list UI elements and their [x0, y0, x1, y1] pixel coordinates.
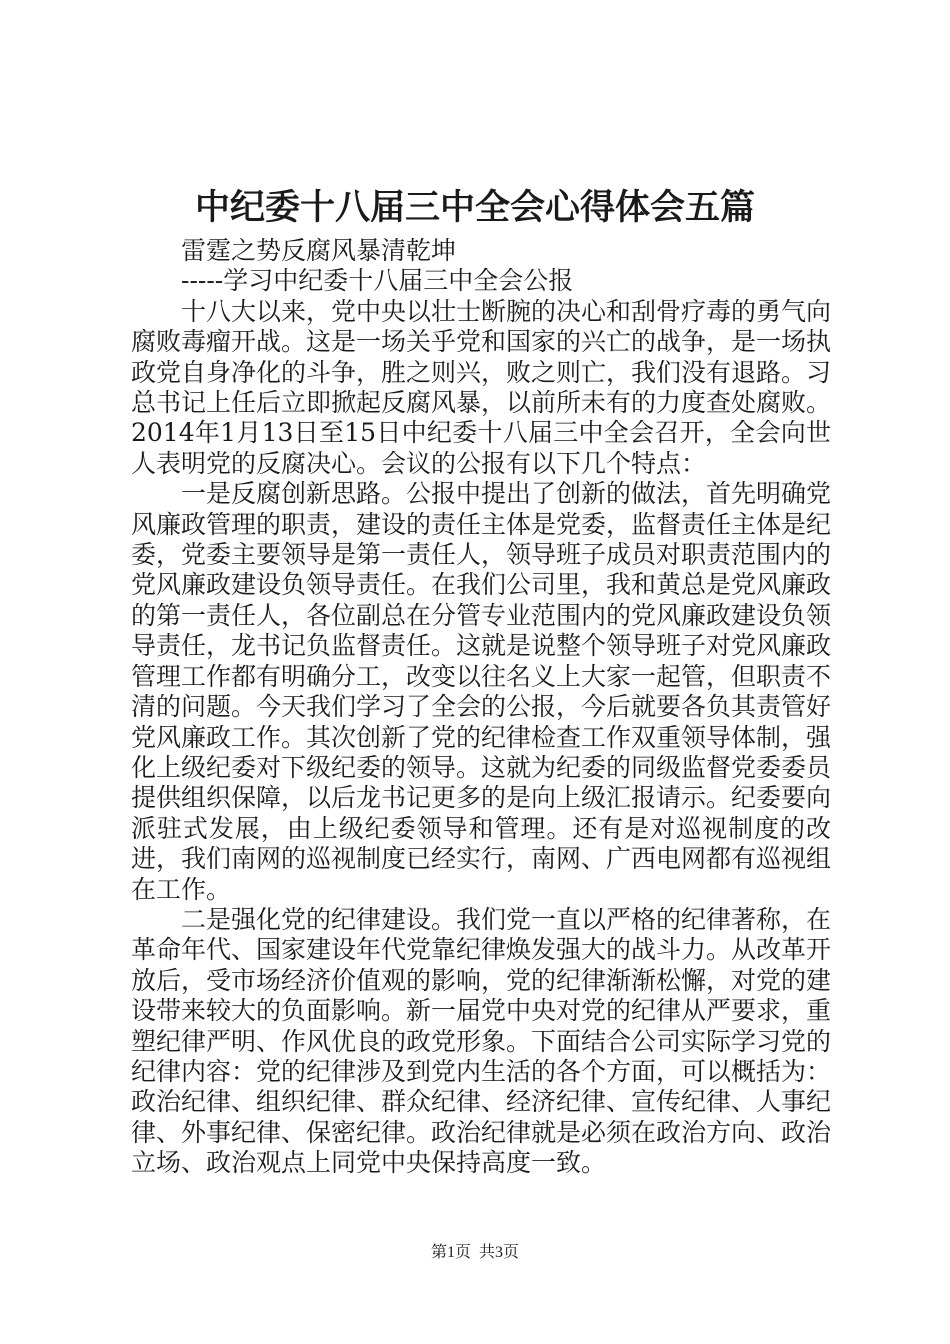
document-title: 中纪委十八届三中全会心得体会五篇	[194, 188, 755, 228]
page-footer	[0, 1241, 950, 1265]
paragraph-3: 二是强化党的纪律建设。我们党一直以严格的纪律著称，在革命年代、国家建设年代党靠纪律焕发强大的战斗力。从改革开放后，受市场经济价值观的影响，党的纪律渐渐松懈，对党的建设带来较大的负面影响。新一届党中央对党的纪律从严要求，重塑纪律严明、作风优良的政党形象。下面结合公司实际学习党的纪律内容：党的纪律涉及到党内生活的各个方面，可以概括为：政治纪律、组织纪律、群众纪律、经济纪律、宣传纪律、人事纪律、外事纪律、保密纪律。政治纪律就是必须在政治方向、政治立场、政治观点上同党中央保持高度一致。	[131, 904, 832, 1178]
page-total: 共3页	[479, 1244, 520, 1261]
document-body	[131, 236, 831, 1179]
subtitle-line-1: 雷霆之势反腐风暴清乾坤	[181, 236, 457, 265]
paragraph-2: 一是反腐创新思路。公报中提出了创新的做法，首先明确党风廉政管理的职责，建设的责任主体是党委，监督责任主体是纪委，党委主要领导是第一责任人，领导班子成员对职责范围内的党风廉政建设负领导责任。在我们公司里，我和黄总是党风廉政的第一责任人，各位副总在分管专业范围内的党风廉政建设负领导责任，龙书记负监督责任。这就是说整个领导班子对党风廉政管理工作都有明确分工，改变以往名义上大家一起管，但职责不清的问题。今天我们学习了全会的公报，今后就要各负其责管好党风廉政工作。其次创新了党的纪律检查工作双重领导体制，强化上级纪委对下级纪委的领导。这就为纪委的同级监督党委委员提供组织保障，以后龙书记更多的是向上级汇报请示。纪委要向派驻式发展，由上级纪委领导和管理。还有是对巡视制度的改进，我们南网的巡视制度已经实行，南网、广西电网都有巡视组在工作。	[131, 479, 832, 904]
subtitle-line-2: -----学习中纪委十八届三中全会公报	[181, 266, 574, 296]
page-number: 第1页	[430, 1244, 471, 1261]
paragraph-1: 十八大以来，党中央以壮士断腕的决心和刮骨疗毒的勇气向腐败毒瘤开战。这是一场关乎党和国家的兴亡的战争，是一场执政党自身净化的斗争，胜之则兴，败之则亡，我们没有退路。习总书记上任后立即掀起反腐风暴，以前所未有的力度查处腐败。2014年1月13日至15日中纪委十八届三中全会召开，全会向世人表明党的反腐决心。会议的公报有以下几个特点：	[131, 296, 832, 478]
